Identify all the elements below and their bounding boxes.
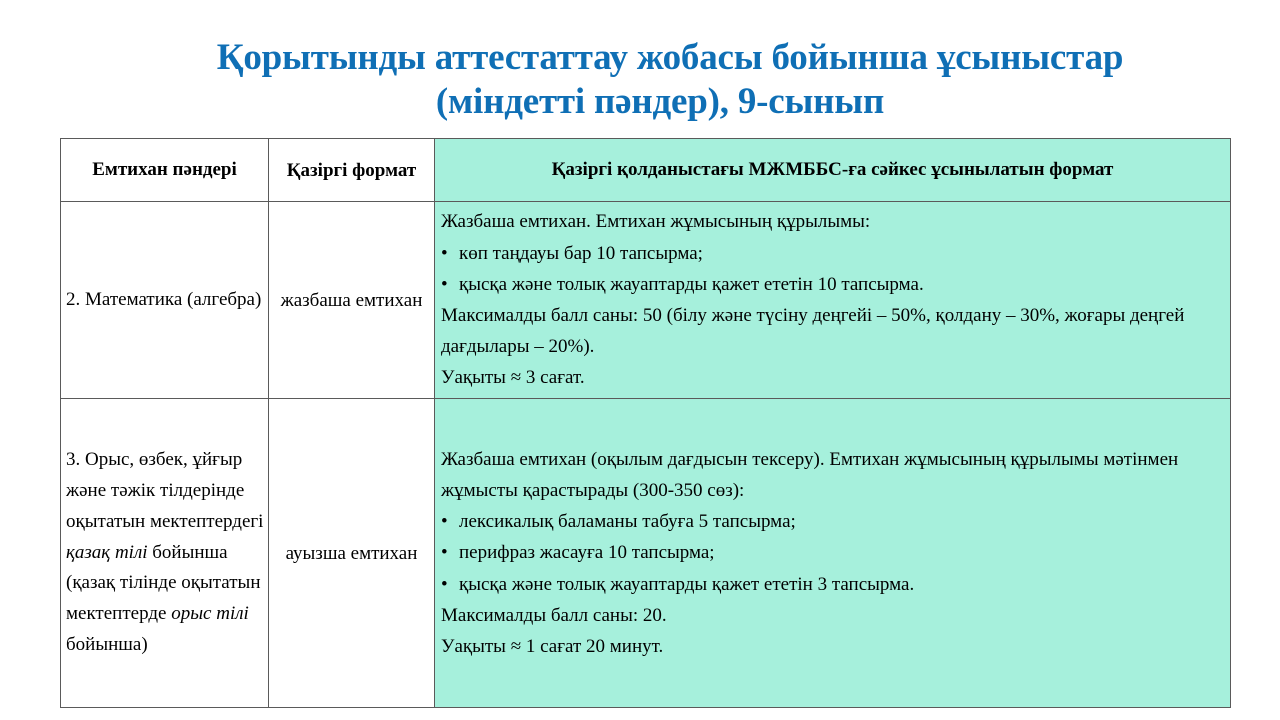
table-header-row	[61, 139, 1231, 202]
subject-text: бойынша (қазақ тілінде оқытатын мектептерде	[66, 541, 261, 625]
slide-title-line-2: (міндетті пәндер), 9-сынып	[435, 81, 885, 122]
slide-title	[0, 36, 1280, 124]
table-row-mathematics	[61, 202, 1231, 399]
proposed-intro: Жазбаша емтихан (оқылым дағдысын тексеру). Емтихан жұмысының құрылымы мәтінмен жұмысты қарастырады (300-350 сөз):	[441, 448, 1179, 501]
proposed-max-score: Максималды балл саны: 50 (білу және түсіну деңгейі – 50%, қолдану – 30%, жоғары деңгей дағдылары – 20%).	[441, 305, 1185, 358]
bullet-text: қысқа және толық жауаптарды қажет ететін 10 тапсырма.	[459, 273, 924, 295]
slide-title-line-1: Қорытынды аттестаттау жобасы бойынша ұсыныстар	[216, 37, 1124, 78]
bullet-item	[441, 537, 1226, 568]
subject-italic-russian: орыс тілі	[171, 603, 249, 625]
cell-current-format: жазбаша емтихан	[269, 202, 435, 399]
exam-format-table	[60, 138, 1231, 708]
subject-text: 3. Орыс, өзбек, ұйғыр және тәжік тілдерінде оқытатын мектептердегі	[66, 449, 264, 532]
proposed-intro: Жазбаша емтихан. Емтихан жұмысының құрылымы:	[441, 211, 871, 233]
cell-proposed-format	[435, 399, 1231, 708]
bullet-text: қысқа және толық жауаптарды қажет ететін 3 тапсырма.	[459, 573, 915, 595]
bullet-icon: •	[441, 511, 448, 533]
bullet-text: лексикалық баламаны табуға 5 тапсырма;	[459, 511, 796, 533]
header-proposed-format: Қазіргі қолданыстағы МЖМББС-ға сәйкес ұсынылатын формат	[435, 139, 1231, 202]
bullet-item	[441, 269, 1226, 300]
header-subject: Емтихан пәндері	[61, 139, 269, 202]
bullet-item	[441, 238, 1226, 269]
proposed-time: Уақыты ≈ 3 сағат.	[441, 367, 585, 389]
bullet-icon: •	[441, 242, 448, 264]
proposed-time: Уақыты ≈ 1 сағат 20 минут.	[441, 636, 664, 657]
table-row-language	[61, 399, 1231, 708]
bullet-icon: •	[441, 573, 448, 595]
subject-italic-kazakh: қазақ тілі	[66, 541, 148, 563]
cell-current-format: ауызша емтихан	[269, 399, 435, 708]
cell-subject	[61, 399, 269, 708]
subject-text: бойынша)	[66, 633, 148, 655]
cell-subject: 2. Математика (алгебра)	[61, 202, 269, 399]
bullet-item	[441, 506, 1226, 537]
bullet-text: перифраз жасауға 10 тапсырма;	[459, 542, 715, 564]
bullet-icon: •	[441, 542, 448, 564]
cell-proposed-format	[435, 202, 1231, 399]
bullet-item	[441, 569, 1226, 600]
proposed-max-score: Максималды балл саны: 20.	[441, 604, 667, 626]
header-current-format: Қазіргі формат	[269, 139, 435, 202]
bullet-text: көп таңдауы бар 10 тапсырма;	[459, 242, 703, 264]
bullet-icon: •	[441, 273, 448, 295]
